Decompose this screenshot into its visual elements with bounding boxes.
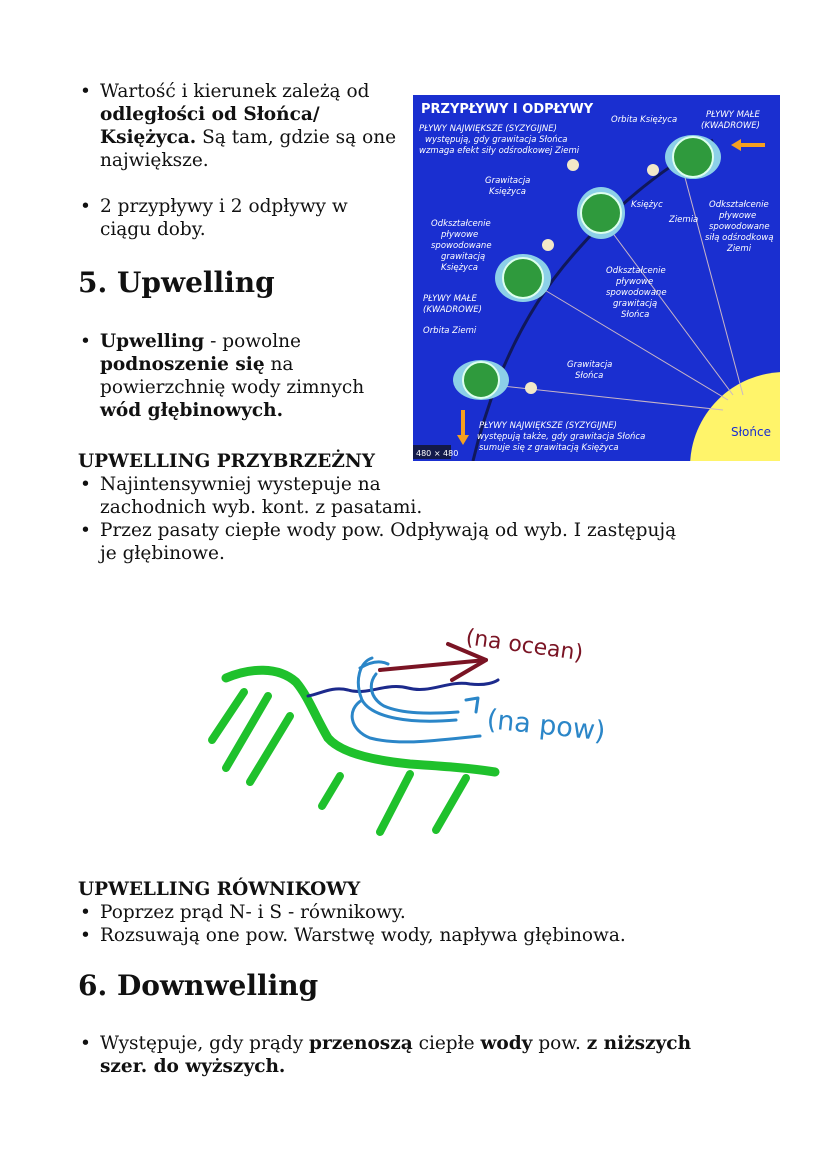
bullet-text: Wartość i kierunek zależą od bbox=[100, 81, 370, 102]
bold-term: Upwelling bbox=[100, 331, 205, 352]
section-5-heading: 5. Upwelling bbox=[78, 266, 275, 299]
coastal-upwelling-list bbox=[78, 473, 698, 565]
land-hatch bbox=[322, 776, 340, 806]
definition-text: ciepłe bbox=[412, 1033, 481, 1054]
sea-surface-line bbox=[308, 680, 498, 696]
upwelling-sketch bbox=[190, 600, 650, 850]
label-moon-gravity: Księżyca bbox=[489, 187, 526, 197]
coastal-item-1: • Najintensywniej wystepuje na zachodnich wyb. kont. z pasatami. bbox=[78, 473, 430, 519]
label-spring-bottom: sumuje się z grawitacją Księżyca bbox=[479, 443, 619, 453]
label-deformation-moon: Księżyca bbox=[441, 263, 478, 273]
bullet-text: 2 przypływy i 2 odpływy w ciągu doby. bbox=[100, 196, 348, 240]
label-deformation-centrifugal: Odkształcenie bbox=[709, 200, 769, 210]
downwelling-definition bbox=[78, 1032, 728, 1078]
label-earth-orbit: Orbita Ziemi bbox=[423, 326, 477, 336]
equatorial-item-2: • Rozsuwają one pow. Warstwę wody, napływa głębinowa. bbox=[78, 924, 758, 947]
equatorial-item-1: • Poprzez prąd N- i S - równikowy. bbox=[78, 901, 758, 924]
bold-term: podnoszenie się bbox=[100, 354, 265, 375]
definition-text: pow. bbox=[532, 1033, 587, 1054]
label-deformation-moon: pływowe bbox=[441, 230, 479, 240]
label-neap-left: (KWADROWE) bbox=[423, 305, 482, 315]
definition-text: Występuje, gdy prądy bbox=[100, 1033, 310, 1054]
equatorial-upwelling-heading: UPWELLING RÓWNIKOWY bbox=[78, 879, 361, 900]
label-moon-gravity: Grawitacja bbox=[485, 176, 531, 186]
label-spring-top: występują, gdy grawitacja Słońca bbox=[425, 135, 568, 145]
upwelling-flow bbox=[371, 674, 458, 713]
label-moon: Księżyc bbox=[631, 200, 663, 210]
definition-text: na powierzchnię wody zimnych bbox=[100, 354, 365, 398]
label-earth: Ziemia bbox=[669, 215, 699, 225]
bullet-tide-dependence bbox=[78, 80, 398, 172]
diagram-title: PRZYPŁYWY I ODPŁYWY bbox=[421, 102, 594, 117]
label-moon-orbit: Orbita Księżyca bbox=[611, 115, 678, 125]
upwelling-definition-list bbox=[78, 330, 378, 422]
definition-text: - powolne bbox=[204, 331, 301, 352]
label-deformation-sun: pływowe bbox=[616, 277, 654, 287]
coastal-upwelling-heading: UPWELLING PRZYBRZEŻNY bbox=[78, 451, 375, 472]
label-deformation-sun: grawitacją bbox=[613, 299, 658, 309]
label-spring-top: PŁYWY NAJWIĘKSZE (SYZYGIJNE) bbox=[419, 124, 557, 134]
label-neap-top: PŁYWY MAŁE bbox=[706, 110, 760, 120]
label-deformation-moon: spowodowane bbox=[431, 241, 492, 251]
top-bullet-list bbox=[78, 80, 398, 241]
label-neap-left: PŁYWY MAŁE bbox=[423, 294, 477, 304]
label-deformation-centrifugal: spowodowane bbox=[709, 222, 770, 232]
label-sun: Słońce bbox=[731, 425, 771, 439]
land-hatch bbox=[436, 778, 466, 830]
label-na-pow: (na pow) bbox=[485, 704, 607, 748]
equatorial-upwelling-list bbox=[78, 901, 758, 947]
label-deformation-sun: Odkształcenie bbox=[606, 266, 666, 276]
label-deformation-centrifugal: pływowe bbox=[719, 211, 757, 221]
section-6-heading: 6. Downwelling bbox=[78, 969, 319, 1002]
label-na-ocean: (na ocean) bbox=[464, 625, 585, 667]
label-deformation-centrifugal: siłą odśrodkową bbox=[705, 233, 774, 243]
label-neap-top: (KWADROWE) bbox=[701, 121, 760, 131]
upwelling-arrow bbox=[466, 698, 478, 712]
label-spring-bottom: występują także, gdy grawitacja Słońca bbox=[477, 432, 646, 442]
label-sun-gravity: Słońca bbox=[575, 371, 604, 381]
upwelling-definition bbox=[78, 330, 378, 422]
land-hatch bbox=[250, 716, 290, 782]
land-hatch bbox=[380, 774, 410, 832]
label-spring-top: wzmaga efekt siły odśrodkowej Ziemi bbox=[419, 146, 580, 156]
size-badge: 480 × 480 bbox=[416, 449, 459, 458]
bold-term: wody bbox=[480, 1033, 533, 1054]
label-sun-gravity: Grawitacja bbox=[567, 360, 613, 370]
bold-term: z niższych szer. do wyższych. bbox=[100, 1033, 692, 1077]
label-deformation-centrifugal: Ziemi bbox=[727, 244, 752, 254]
label-deformation-sun: Słońca bbox=[621, 310, 650, 320]
coastal-item-2: • Przez pasaty ciepłe wody pow. Odpływają od wyb. I zastępują je głębinowe. bbox=[78, 519, 698, 565]
bullet-text: Są tam, gdzie są one największe. bbox=[100, 127, 397, 171]
downwelling-list bbox=[78, 1032, 728, 1078]
bold-term: wód głębinowych. bbox=[100, 400, 284, 421]
tide-diagram bbox=[413, 95, 780, 461]
bullet-bold-text: odległości od Słońca/ Księżyca. bbox=[100, 104, 320, 148]
bold-term: przenoszą bbox=[309, 1033, 413, 1054]
bullet-tide-count bbox=[78, 195, 398, 241]
land-hatch bbox=[212, 692, 244, 740]
label-deformation-sun: spowodowane bbox=[606, 288, 667, 298]
label-deformation-moon: Odkształcenie bbox=[431, 219, 491, 229]
label-spring-bottom: PŁYWY NAJWIĘKSZE (SYZYGIJNE) bbox=[479, 421, 617, 431]
label-deformation-moon: grawitacją bbox=[441, 252, 486, 262]
